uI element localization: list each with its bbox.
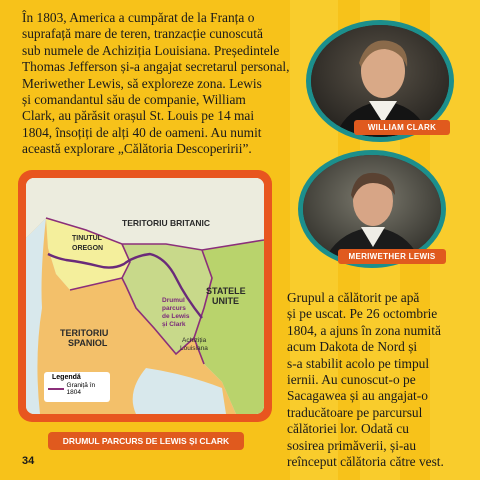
meriwether-lewis-caption: MERIWETHER LEWIS <box>338 249 446 264</box>
intro-paragraph <box>22 10 289 158</box>
legend-item-label: Graniță în 1804 <box>66 382 96 396</box>
label-louisiana-1: Achiziția <box>182 337 207 344</box>
label-british-territory: TERITORIU BRITANIC <box>122 218 210 228</box>
journey-text-line: Sacagawea și au angajat-o <box>287 388 428 404</box>
label-us-1: STATELE <box>206 286 246 296</box>
journey-text-line: reînceput călătoria către vest. <box>287 454 444 470</box>
lewis-clark-map <box>26 178 264 414</box>
intro-text-line: suprafață mare de teren, tranzacție cunoscută <box>22 26 263 42</box>
label-route-1: Drumul <box>162 297 185 304</box>
label-spanish-2: SPANIOL <box>68 338 108 348</box>
map-title-banner: DRUMUL PARCURS DE LEWIS ȘI CLARK <box>48 432 244 450</box>
lewis-portrait-image <box>303 155 441 263</box>
journey-text-line: acum Dakota de Nord și <box>287 339 418 355</box>
journey-text-line: sosirea primăverii, și-au <box>287 437 417 453</box>
label-spanish-1: TERITORIU <box>60 328 109 338</box>
journey-paragraph <box>287 290 444 470</box>
border-line-icon <box>48 388 64 390</box>
journey-text-line: traducătoare pe parcursul <box>287 404 423 420</box>
legend-title: Legendă <box>52 374 81 381</box>
label-route-2: parcurs <box>162 305 186 312</box>
journey-text-line: iernii. Au cunoscut-o pe <box>287 372 416 388</box>
intro-text-line: această explorare „Călătoria Descoperirii”. <box>22 141 252 157</box>
page-number: 34 <box>22 455 35 467</box>
intro-text-line: 1804, însoțiți de alți 40 de oameni. Au numit <box>22 124 262 140</box>
label-route-3: de Lewis <box>162 313 190 320</box>
map-legend <box>44 372 110 402</box>
journey-text-line: s-a stabilit acolo pe timpul <box>287 355 430 371</box>
label-route-4: și Clark <box>162 321 186 328</box>
intro-text-line: sub numele de Achiziția Louisiana. Președintele <box>22 42 280 58</box>
legend-item <box>44 381 110 396</box>
journey-text-line: Grupul a călătorit pe apă <box>287 290 420 305</box>
label-oregon-1: ȚINUTUL <box>72 235 102 242</box>
label-louisiana-2: Louisiana <box>180 345 208 352</box>
intro-text-line: Meriwether Lewis, să exploreze zona. Lewis <box>22 75 262 91</box>
label-oregon-2: OREGON <box>72 245 104 252</box>
journey-text-line: și pe uscat. Pe 26 octombrie <box>287 306 438 322</box>
intro-text-line: și comandantul său de companie, William <box>22 92 246 108</box>
intro-text-line: Thomas Jefferson și-a angajat secretarul personal, <box>22 59 290 75</box>
journey-text-line: călătoriei lor. Odată cu <box>287 421 409 437</box>
label-us-2: UNITE <box>212 296 239 306</box>
journey-text-line: 1804, a ajuns în zona numită <box>287 322 441 338</box>
intro-text-line: În 1803, America a cumpărat de la Franța o <box>22 10 255 25</box>
william-clark-caption: WILLIAM CLARK <box>354 120 450 135</box>
map-frame <box>18 170 272 422</box>
intro-text-line: Clark, au părăsit orașul St. Louis pe 14 mai <box>22 108 255 124</box>
